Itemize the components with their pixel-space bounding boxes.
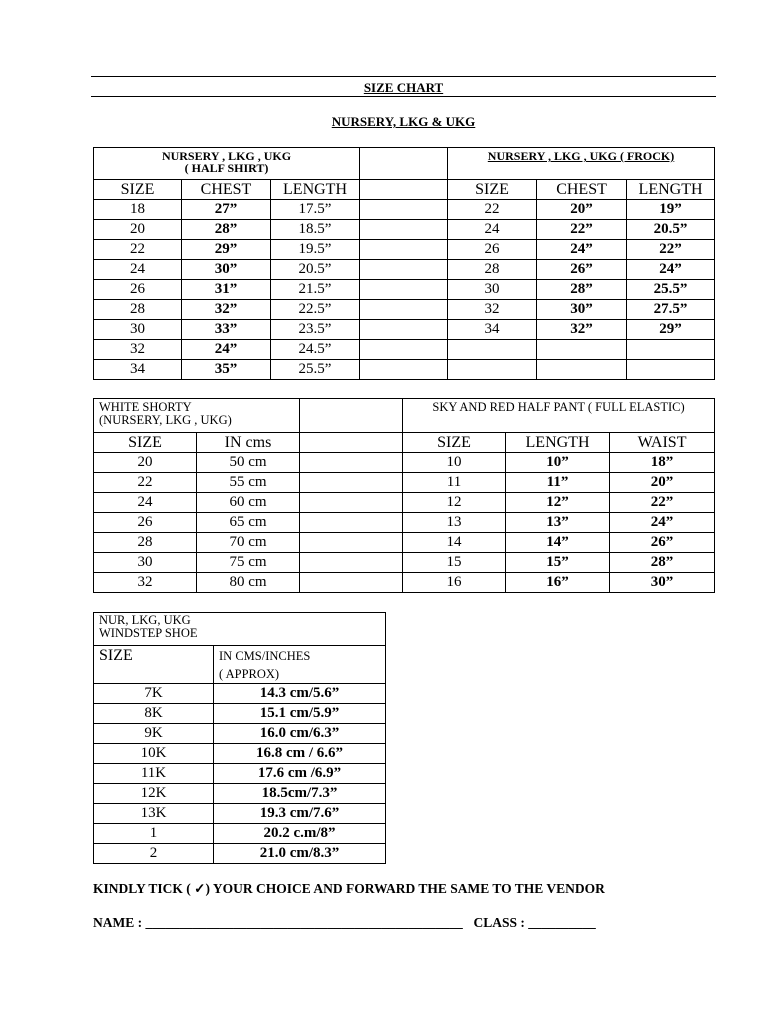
table-cell: 18” bbox=[610, 453, 715, 473]
spacer-cell bbox=[360, 300, 448, 320]
table-cell: 12 bbox=[403, 493, 506, 513]
table-cell: 11 bbox=[403, 473, 506, 493]
spacer-cell bbox=[300, 573, 403, 593]
table-row bbox=[94, 533, 715, 553]
table-cell: 35” bbox=[182, 360, 271, 380]
shirt-frock-table bbox=[93, 147, 715, 380]
table-cell: 10” bbox=[506, 453, 610, 473]
table-cell: 30” bbox=[182, 260, 271, 280]
table-cell: 28” bbox=[537, 280, 627, 300]
shorty-caption-line2: (NURSERY, LKG , UKG) bbox=[99, 412, 232, 427]
table-row bbox=[94, 824, 386, 844]
shoe-measure-header-line1: IN CMS/INCHES bbox=[219, 649, 311, 663]
table-cell: 7K bbox=[94, 684, 214, 704]
table-cell: 26 bbox=[448, 240, 537, 260]
shorty-halfpant-table bbox=[93, 398, 715, 593]
table-cell: 18 bbox=[94, 200, 182, 220]
table-cell: 8K bbox=[94, 704, 214, 724]
table-cell: 34 bbox=[94, 360, 182, 380]
table-cell: 16.0 cm/6.3” bbox=[214, 724, 386, 744]
table-cell: 19.5” bbox=[271, 240, 360, 260]
spacer-cell bbox=[360, 220, 448, 240]
spacer-cell bbox=[360, 280, 448, 300]
empty-cell bbox=[448, 360, 537, 380]
column-header: SIZE bbox=[448, 180, 537, 200]
table-caption-row bbox=[94, 399, 715, 433]
table-row bbox=[94, 844, 386, 864]
table-row bbox=[94, 784, 386, 804]
spacer-cell bbox=[300, 473, 403, 493]
table-cell: 22” bbox=[537, 220, 627, 240]
table-cell: 28” bbox=[610, 553, 715, 573]
name-field[interactable]: _______________________________________________ bbox=[145, 915, 463, 930]
column-header bbox=[214, 646, 386, 684]
table-cell: 15” bbox=[506, 553, 610, 573]
table-cell: 26” bbox=[610, 533, 715, 553]
spacer-cell bbox=[360, 360, 448, 380]
table-cell: 32 bbox=[94, 340, 182, 360]
spacer-cell bbox=[360, 180, 448, 200]
column-header: SIZE bbox=[94, 646, 214, 684]
table-cell: 60 cm bbox=[197, 493, 300, 513]
table-cell: 24” bbox=[627, 260, 715, 280]
spacer-cell bbox=[360, 320, 448, 340]
table-cell: 14.3 cm/5.6” bbox=[214, 684, 386, 704]
table-cell: 20 bbox=[94, 220, 182, 240]
table-cell: 21.5” bbox=[271, 280, 360, 300]
table-cell: 12” bbox=[506, 493, 610, 513]
table-row bbox=[94, 684, 386, 704]
table-cell: 13K bbox=[94, 804, 214, 824]
shorty-caption-line1: WHITE SHORTY bbox=[99, 400, 192, 414]
table-cell: 31” bbox=[182, 280, 271, 300]
table-cell: 17.5” bbox=[271, 200, 360, 220]
table-cell: 18.5” bbox=[271, 220, 360, 240]
spacer-cell bbox=[300, 399, 403, 433]
table-cell: 14” bbox=[506, 533, 610, 553]
empty-cell bbox=[448, 340, 537, 360]
table-cell: 70 cm bbox=[197, 533, 300, 553]
table-row bbox=[94, 704, 386, 724]
column-header: CHEST bbox=[182, 180, 271, 200]
table-row bbox=[94, 804, 386, 824]
spacer-cell bbox=[360, 260, 448, 280]
empty-cell bbox=[627, 360, 715, 380]
table-cell: 20 bbox=[94, 453, 197, 473]
table-cell: 34 bbox=[448, 320, 537, 340]
table-row bbox=[94, 300, 715, 320]
class-field[interactable]: __________ bbox=[528, 915, 596, 930]
table-cell: 24 bbox=[94, 260, 182, 280]
half-shirt-caption bbox=[94, 148, 360, 180]
spacer-cell bbox=[300, 493, 403, 513]
table-cell: 11K bbox=[94, 764, 214, 784]
table-cell: 25.5” bbox=[627, 280, 715, 300]
table-cell: 32 bbox=[448, 300, 537, 320]
page-subtitle: NURSERY, LKG & UKG bbox=[331, 114, 476, 129]
spacer-cell bbox=[360, 340, 448, 360]
table-cell: 14 bbox=[403, 533, 506, 553]
table-cell: 15.1 cm/5.9” bbox=[214, 704, 386, 724]
table-row bbox=[94, 340, 715, 360]
shoe-measure-header-line2: ( APPROX) bbox=[219, 666, 280, 681]
shoe-table bbox=[93, 612, 386, 864]
half-pant-caption: SKY AND RED HALF PANT ( FULL ELASTIC) bbox=[403, 399, 715, 433]
table-row bbox=[94, 553, 715, 573]
table-row bbox=[94, 280, 715, 300]
table-cell: 30 bbox=[94, 320, 182, 340]
table-cell: 30 bbox=[94, 553, 197, 573]
spacer-cell bbox=[300, 433, 403, 453]
table-cell: 28 bbox=[94, 300, 182, 320]
table-cell: 2 bbox=[94, 844, 214, 864]
table-cell: 13” bbox=[506, 513, 610, 533]
table-cell: 33” bbox=[182, 320, 271, 340]
table-cell: 29” bbox=[627, 320, 715, 340]
table-cell: 24.5” bbox=[271, 340, 360, 360]
table-cell: 30” bbox=[610, 573, 715, 593]
table-cell: 25.5” bbox=[271, 360, 360, 380]
table-caption-row bbox=[94, 148, 715, 180]
empty-cell bbox=[537, 340, 627, 360]
table-cell: 16 bbox=[403, 573, 506, 593]
spacer-cell bbox=[360, 148, 448, 180]
table-cell: 26 bbox=[94, 513, 197, 533]
table-row bbox=[94, 240, 715, 260]
table-cell: 32” bbox=[537, 320, 627, 340]
table-cell: 11” bbox=[506, 473, 610, 493]
table-cell: 24 bbox=[94, 493, 197, 513]
table-row bbox=[94, 513, 715, 533]
name-class-line bbox=[93, 915, 596, 931]
spacer-cell bbox=[360, 200, 448, 220]
column-header: SIZE bbox=[403, 433, 506, 453]
table-cell: 22.5” bbox=[271, 300, 360, 320]
table-caption-row bbox=[94, 613, 386, 646]
table-row bbox=[94, 493, 715, 513]
shoe-caption bbox=[94, 613, 386, 646]
page-title: SIZE CHART bbox=[363, 80, 444, 95]
table-cell: 30 bbox=[448, 280, 537, 300]
table-row bbox=[94, 473, 715, 493]
table-cell: 24” bbox=[182, 340, 271, 360]
shoe-caption-line1: NUR, LKG, UKG bbox=[99, 613, 191, 627]
table-cell: 24” bbox=[537, 240, 627, 260]
table-cell: 20.5” bbox=[271, 260, 360, 280]
half-shirt-caption-line2: ( HALF SHIRT) bbox=[184, 161, 269, 175]
table-cell: 22 bbox=[94, 473, 197, 493]
column-header: SIZE bbox=[94, 180, 182, 200]
column-header: SIZE bbox=[94, 433, 197, 453]
spacer-cell bbox=[300, 533, 403, 553]
column-header: LENGTH bbox=[271, 180, 360, 200]
table-cell: 24 bbox=[448, 220, 537, 240]
table-cell: 20” bbox=[537, 200, 627, 220]
table-row bbox=[94, 200, 715, 220]
table-cell: 10K bbox=[94, 744, 214, 764]
table-cell: 55 cm bbox=[197, 473, 300, 493]
class-label: CLASS : bbox=[473, 915, 529, 930]
table-cell: 26” bbox=[537, 260, 627, 280]
half-shirt-caption-line1: NURSERY , LKG , UKG bbox=[161, 149, 292, 163]
table-cell: 19” bbox=[627, 200, 715, 220]
table-cell: 20.2 c.m/8” bbox=[214, 824, 386, 844]
table-row bbox=[94, 220, 715, 240]
spacer-cell bbox=[300, 453, 403, 473]
table-cell: 32” bbox=[182, 300, 271, 320]
table-cell: 16.8 cm / 6.6” bbox=[214, 744, 386, 764]
shorty-caption bbox=[94, 399, 300, 433]
table-row bbox=[94, 320, 715, 340]
table-cell: 28” bbox=[182, 220, 271, 240]
table-cell: 22” bbox=[610, 493, 715, 513]
table-cell: 10 bbox=[403, 453, 506, 473]
header-row bbox=[94, 433, 715, 453]
table-cell: 28 bbox=[94, 533, 197, 553]
shoe-caption-line2: WINDSTEP SHOE bbox=[99, 625, 198, 640]
table-cell: 9K bbox=[94, 724, 214, 744]
table-cell: 29” bbox=[182, 240, 271, 260]
table-cell: 20” bbox=[610, 473, 715, 493]
table-cell: 75 cm bbox=[197, 553, 300, 573]
table-row bbox=[94, 360, 715, 380]
table-cell: 27.5” bbox=[627, 300, 715, 320]
header-row bbox=[94, 180, 715, 200]
column-header: CHEST bbox=[537, 180, 627, 200]
frock-caption: NURSERY , LKG , UKG ( FROCK) bbox=[448, 148, 715, 180]
table-cell: 32 bbox=[94, 573, 197, 593]
table-row bbox=[94, 573, 715, 593]
table-cell: 22 bbox=[94, 240, 182, 260]
table-cell: 17.6 cm /6.9” bbox=[214, 764, 386, 784]
table-cell: 26 bbox=[94, 280, 182, 300]
table-cell: 28 bbox=[448, 260, 537, 280]
title-underline-rule bbox=[91, 96, 716, 97]
table-cell: 18.5cm/7.3” bbox=[214, 784, 386, 804]
table-cell: 12K bbox=[94, 784, 214, 804]
table-row bbox=[94, 260, 715, 280]
table-cell: 16” bbox=[506, 573, 610, 593]
column-header: LENGTH bbox=[627, 180, 715, 200]
table-cell: 21.0 cm/8.3” bbox=[214, 844, 386, 864]
table-cell: 22” bbox=[627, 240, 715, 260]
tick-instruction: KINDLY TICK ( ✓) YOUR CHOICE AND FORWARD THE SAME TO THE VENDOR bbox=[93, 881, 605, 896]
table-cell: 1 bbox=[94, 824, 214, 844]
top-rule bbox=[91, 76, 716, 77]
table-cell: 19.3 cm/7.6” bbox=[214, 804, 386, 824]
header-row bbox=[94, 646, 386, 684]
column-header: WAIST bbox=[610, 433, 715, 453]
table-row bbox=[94, 764, 386, 784]
spacer-cell bbox=[360, 240, 448, 260]
spacer-cell bbox=[300, 553, 403, 573]
table-row bbox=[94, 453, 715, 473]
table-cell: 50 cm bbox=[197, 453, 300, 473]
table-cell: 13 bbox=[403, 513, 506, 533]
table-cell: 30” bbox=[537, 300, 627, 320]
table-cell: 24” bbox=[610, 513, 715, 533]
column-header: IN cms bbox=[197, 433, 300, 453]
table-cell: 27” bbox=[182, 200, 271, 220]
name-label: NAME : bbox=[93, 915, 146, 930]
table-cell: 23.5” bbox=[271, 320, 360, 340]
empty-cell bbox=[537, 360, 627, 380]
table-cell: 65 cm bbox=[197, 513, 300, 533]
table-cell: 15 bbox=[403, 553, 506, 573]
table-row bbox=[94, 724, 386, 744]
table-cell: 20.5” bbox=[627, 220, 715, 240]
spacer-cell bbox=[300, 513, 403, 533]
column-header: LENGTH bbox=[506, 433, 610, 453]
empty-cell bbox=[627, 340, 715, 360]
table-row bbox=[94, 744, 386, 764]
table-cell: 22 bbox=[448, 200, 537, 220]
table-cell: 80 cm bbox=[197, 573, 300, 593]
